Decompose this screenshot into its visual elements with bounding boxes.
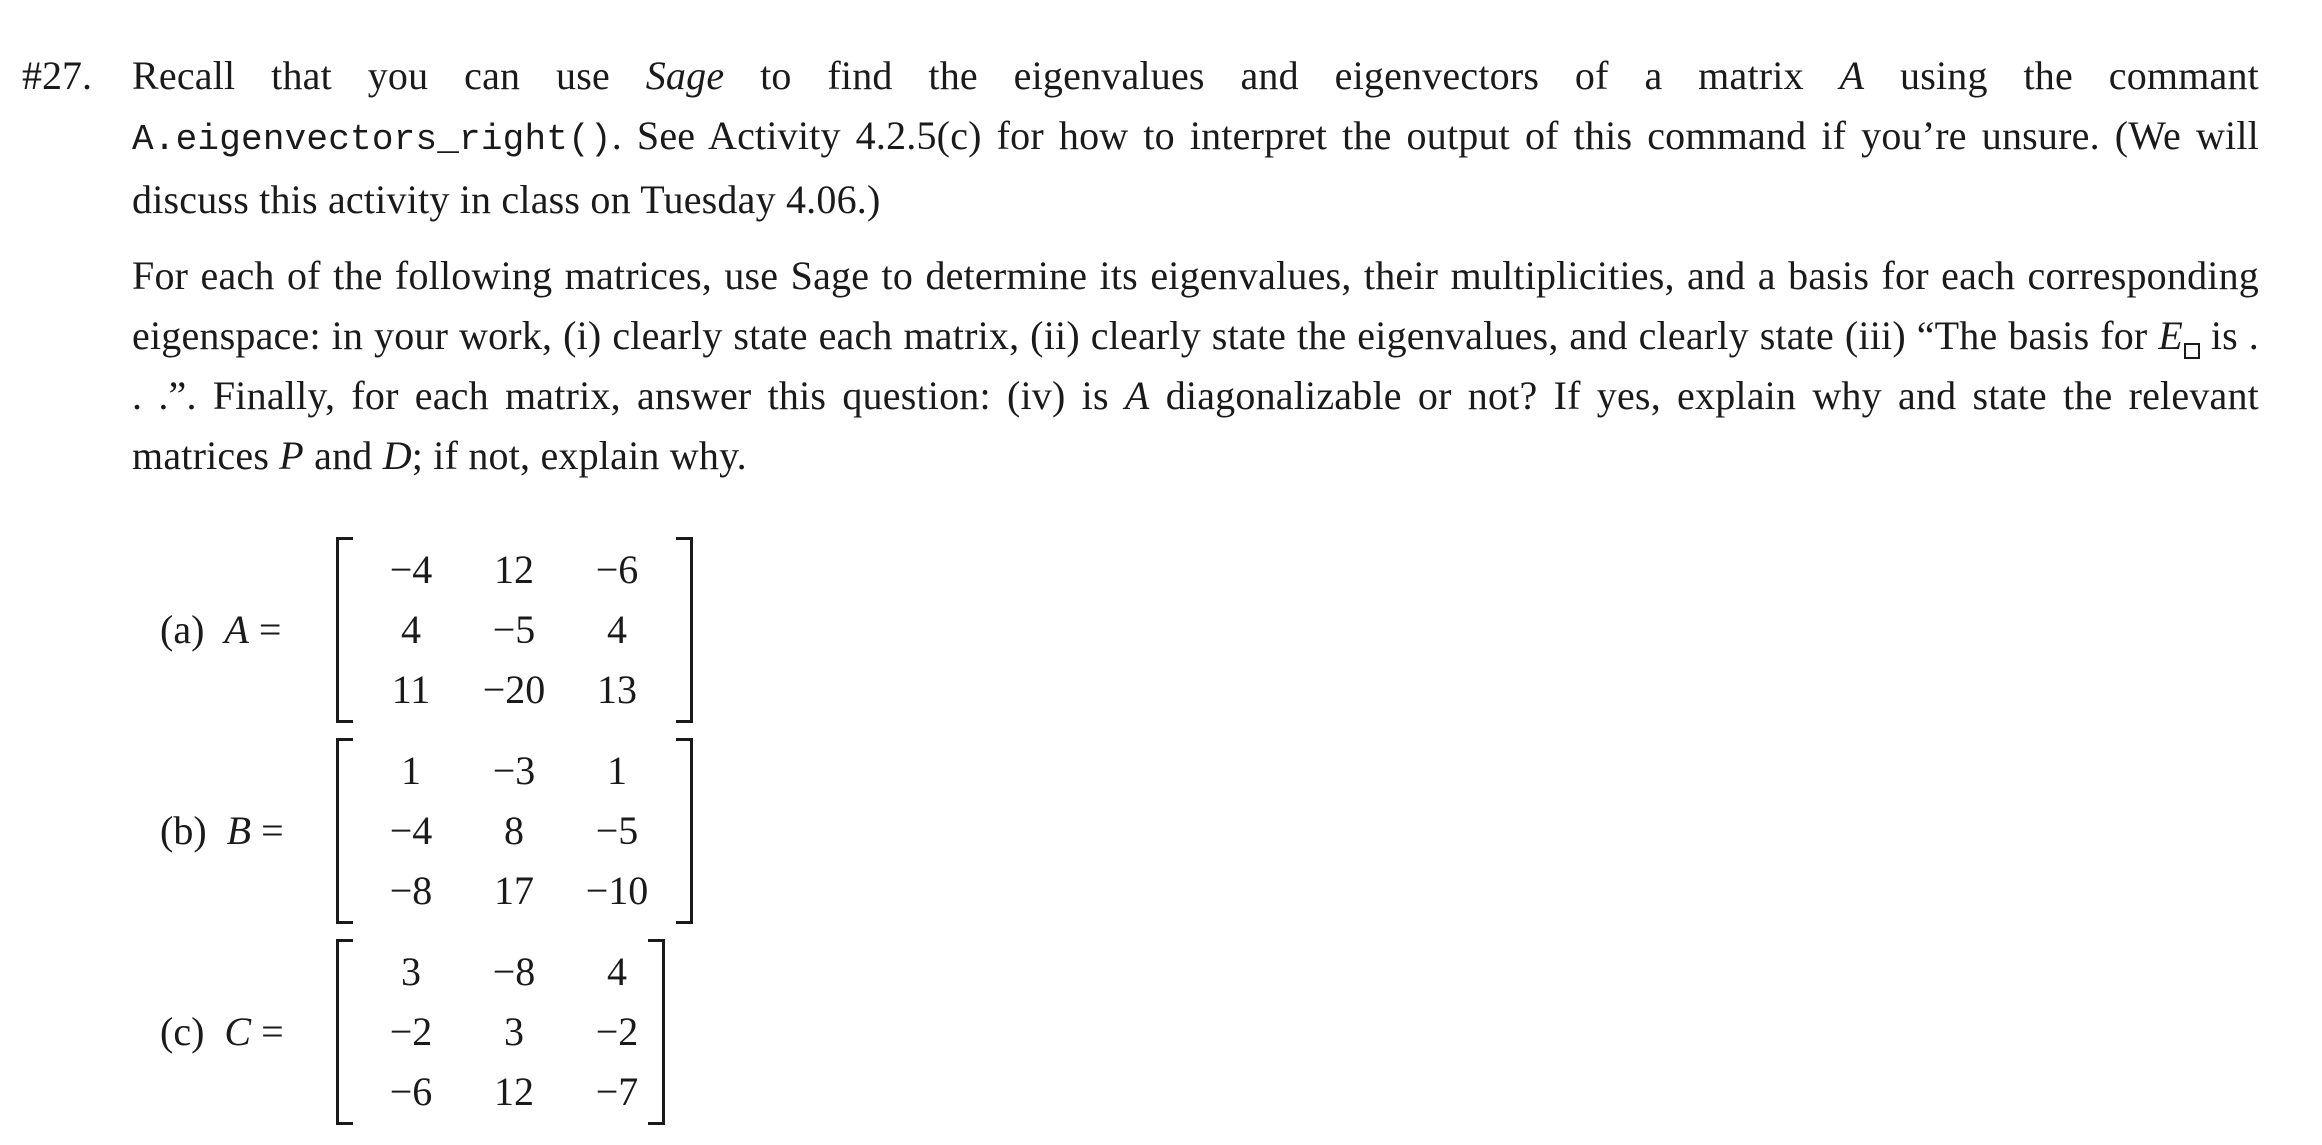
matrix-label: [160, 600, 330, 660]
right-bracket: [676, 738, 693, 924]
matrix-part-label: (c): [160, 1009, 205, 1054]
matrix-entry: −2: [389, 1009, 433, 1054]
left-bracket: [336, 537, 353, 723]
matrix-entry: −7: [595, 1069, 639, 1114]
matrix-part-label: (a): [160, 607, 205, 652]
instructions-text-5: ; if not, explain why.: [411, 433, 747, 478]
eigenspace-symbol: E: [2158, 313, 2183, 358]
matrix-symbol-d: D: [382, 433, 412, 478]
left-bracket: [336, 939, 353, 1125]
intro-text-4: . See Activity 4.2.5(c) for how to interpret the output of this command if you’re unsure. (We will discuss this activity in class on Tuesday 4.06.): [132, 113, 2259, 222]
right-bracket: [676, 537, 693, 723]
matrix-entry: 4: [607, 949, 627, 994]
matrix-entry: 1: [401, 748, 421, 793]
matrix-entry: −4: [389, 808, 433, 853]
matrix-entry: −6: [389, 1069, 433, 1114]
equals-sign: =: [261, 1009, 284, 1054]
matrix-entry: 12: [494, 1069, 534, 1114]
matrix-entry: 13: [597, 667, 637, 712]
problem-intro-paragraph: [132, 46, 2259, 230]
matrix-entry: −5: [492, 607, 536, 652]
instructions-text-1: For each of the following matrices, use Sage to determine its eigenvalues, their multiplicities, and a basis for each corresponding eigenspace: in your work, (i) clearly state each matrix, (ii) clearly state the eigenvalues, and clearly state (iii) “The basis for: [132, 253, 2259, 358]
matrix-entry: 12: [494, 547, 534, 592]
right-bracket: [648, 939, 665, 1125]
left-bracket: [336, 738, 353, 924]
equals-sign: =: [261, 808, 284, 853]
matrix-entry: −5: [595, 808, 639, 853]
matrix-entry: 8: [504, 808, 524, 853]
intro-text-1: Recall that you can use: [132, 53, 646, 98]
matrix-entry: 1: [607, 748, 627, 793]
matrix-name: B: [226, 808, 252, 853]
problem-instructions-paragraph: [132, 246, 2259, 486]
matrix-entry: 3: [504, 1009, 524, 1054]
matrix-entry: 17: [494, 868, 534, 913]
matrix-symbol-p: P: [279, 433, 304, 478]
matrix-entry: 3: [401, 949, 421, 994]
intro-text-2: to find the eigenvalues and eigenvectors of a matrix: [724, 53, 1840, 98]
problem-number: #27.: [22, 53, 92, 98]
placeholder-box-icon: [2184, 343, 2200, 359]
instructions-text-2: is . . .”. Finally, for each matrix, answer this question: (iv) is: [132, 313, 2259, 418]
matrix-entry: −2: [595, 1009, 639, 1054]
matrix-entry: −3: [492, 748, 536, 793]
equals-sign: =: [258, 607, 282, 652]
matrix-entry: 4: [401, 607, 421, 652]
matrix-entry: −20: [482, 667, 546, 712]
matrix-entry: −8: [389, 868, 433, 913]
instructions-text-4: and: [303, 433, 383, 478]
matrix-symbol-a: A: [1839, 53, 1865, 98]
matrix-entry: −6: [595, 547, 639, 592]
matrix-label: [160, 801, 330, 861]
matrix-name: C: [224, 1009, 252, 1054]
matrix-label: [160, 1002, 330, 1062]
matrix-entry: 4: [607, 607, 627, 652]
intro-text-3: using the commant: [1864, 53, 2259, 98]
matrix-entry: −4: [389, 547, 433, 592]
matrix-symbol-a: A: [1124, 373, 1150, 418]
instructions-text-3: diagonalizable or not? If yes, explain why and state the relevant matrices: [132, 373, 2259, 478]
matrix-part-label: (b): [160, 808, 207, 853]
matrix-entry: −8: [492, 949, 536, 994]
sage-command: A.eigenvectors_right(): [132, 119, 612, 160]
matrix-name: A: [224, 607, 249, 652]
matrix-entry: −10: [585, 868, 649, 913]
sage-italic: Sage: [645, 53, 725, 98]
matrix-entry: 11: [391, 667, 431, 712]
